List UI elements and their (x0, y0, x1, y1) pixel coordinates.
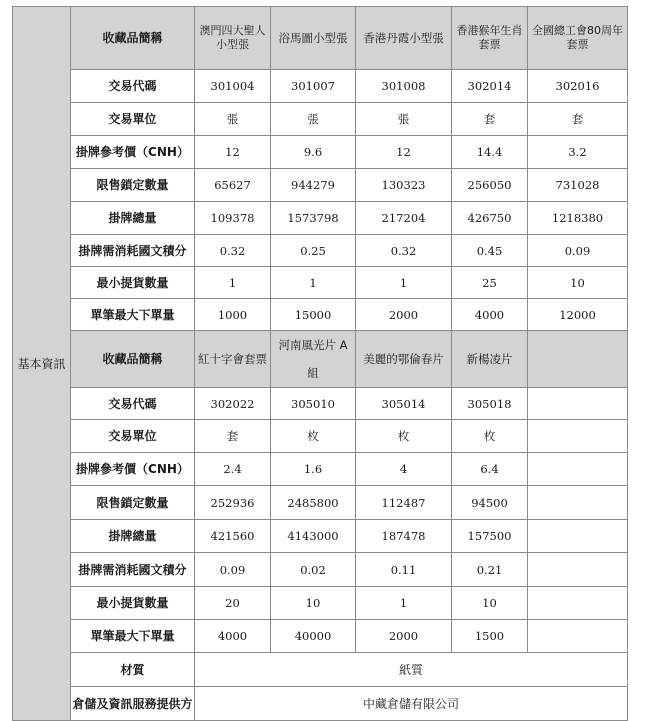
cell: 302016 (528, 70, 628, 103)
cell: 0.02 (271, 553, 356, 587)
cell: 1218380 (528, 202, 628, 235)
row-label-price: 掛牌參考價（CNH） (71, 453, 195, 486)
table-row (13, 486, 628, 520)
cell: 1 (271, 267, 356, 299)
cell: 3.2 (528, 136, 628, 169)
row-label-name: 收藏品簡稱 (71, 7, 195, 70)
cell: 0.09 (528, 235, 628, 267)
cell: 217204 (356, 202, 452, 235)
cell: 張 (271, 103, 356, 136)
item-name: 紅十字會套票 (195, 331, 271, 388)
cell: 187478 (356, 520, 452, 553)
row-label-unit: 交易單位 (71, 420, 195, 453)
table-row (13, 388, 628, 420)
cell: 65627 (195, 169, 271, 202)
row-label-locked: 限售鎖定數量 (71, 486, 195, 520)
row-label-locked: 限售鎖定數量 (71, 169, 195, 202)
cell: 枚 (271, 420, 356, 453)
cell: 0.11 (356, 553, 452, 587)
row-label-min-pickup: 最小提貨數量 (71, 267, 195, 299)
cell: 421560 (195, 520, 271, 553)
cell: 256050 (452, 169, 528, 202)
item-name: 澳門四大聖人小型張 (195, 7, 271, 70)
cell: 1500 (452, 620, 528, 653)
cell: 305010 (271, 388, 356, 420)
cell: 枚 (356, 420, 452, 453)
cell: 302022 (195, 388, 271, 420)
row-label-code: 交易代碼 (71, 388, 195, 420)
cell: 12 (195, 136, 271, 169)
cell: 426750 (452, 202, 528, 235)
material-value: 紙質 (195, 653, 628, 687)
cell: 4000 (452, 299, 528, 331)
cell: 12 (356, 136, 452, 169)
cell: 305018 (452, 388, 528, 420)
cell: 4143000 (271, 520, 356, 553)
cell: 157500 (452, 520, 528, 553)
cell: 2000 (356, 299, 452, 331)
cell (528, 486, 628, 520)
row-label-material: 材質 (71, 653, 195, 687)
table-row (13, 653, 628, 687)
collectibles-info-table (12, 6, 628, 721)
table-row (13, 169, 628, 202)
row-label-min-pickup: 最小提貨數量 (71, 587, 195, 620)
cell: 20 (195, 587, 271, 620)
item-name: 美麗的鄂倫春片 (356, 331, 452, 388)
cell: 1.6 (271, 453, 356, 486)
table-row (13, 687, 628, 721)
row-label-points: 掛牌需消耗國文積分 (71, 553, 195, 587)
cell: 1 (195, 267, 271, 299)
cell: 0.32 (195, 235, 271, 267)
cell: 2485800 (271, 486, 356, 520)
table-row (13, 453, 628, 486)
row-label-max-order: 單筆最大下單量 (71, 620, 195, 653)
row-label-total: 掛牌總量 (71, 520, 195, 553)
row-label-unit: 交易單位 (71, 103, 195, 136)
cell: 14.4 (452, 136, 528, 169)
table-row (13, 7, 628, 70)
cell: 301008 (356, 70, 452, 103)
cell: 109378 (195, 202, 271, 235)
row-label-provider: 倉儲及資訊服務提供方 (71, 687, 195, 721)
item-name: 河南風光片 A 組 (271, 331, 356, 388)
cell: 4000 (195, 620, 271, 653)
cell: 套 (195, 420, 271, 453)
row-label-points: 掛牌需消耗國文積分 (71, 235, 195, 267)
cell: 9.6 (271, 136, 356, 169)
table-row (13, 70, 628, 103)
cell: 10 (452, 587, 528, 620)
cell: 1 (356, 587, 452, 620)
cell (528, 453, 628, 486)
cell: 0.45 (452, 235, 528, 267)
table-row (13, 587, 628, 620)
cell: 0.25 (271, 235, 356, 267)
row-label-max-order: 單筆最大下單量 (71, 299, 195, 331)
cell: 112487 (356, 486, 452, 520)
cell: 40000 (271, 620, 356, 653)
cell: 套 (528, 103, 628, 136)
table-row (13, 202, 628, 235)
item-name: 香港丹霞小型張 (356, 7, 452, 70)
cell (528, 587, 628, 620)
table-row (13, 420, 628, 453)
cell: 305014 (356, 388, 452, 420)
cell: 10 (271, 587, 356, 620)
table-row (13, 331, 628, 388)
section-label: 基本資訊 (13, 7, 71, 721)
table-row (13, 620, 628, 653)
item-name (528, 331, 628, 388)
cell: 枚 (452, 420, 528, 453)
cell: 1573798 (271, 202, 356, 235)
row-label-name: 收藏品簡稱 (71, 331, 195, 388)
cell: 130323 (356, 169, 452, 202)
cell: 944279 (271, 169, 356, 202)
row-label-code: 交易代碼 (71, 70, 195, 103)
table-row (13, 520, 628, 553)
cell: 12000 (528, 299, 628, 331)
item-name: 浴馬圖小型張 (271, 7, 356, 70)
provider-value: 中藏倉儲有限公司 (195, 687, 628, 721)
cell: 張 (356, 103, 452, 136)
cell (528, 388, 628, 420)
table-row (13, 103, 628, 136)
table-row (13, 136, 628, 169)
cell: 15000 (271, 299, 356, 331)
cell: 2000 (356, 620, 452, 653)
table-row (13, 553, 628, 587)
cell: 1 (356, 267, 452, 299)
row-label-price: 掛牌參考價（CNH） (71, 136, 195, 169)
cell: 0.09 (195, 553, 271, 587)
cell: 0.21 (452, 553, 528, 587)
item-name: 香港猴年生肖套票 (452, 7, 528, 70)
cell (528, 420, 628, 453)
cell: 252936 (195, 486, 271, 520)
row-label-total: 掛牌總量 (71, 202, 195, 235)
cell: 張 (195, 103, 271, 136)
cell (528, 620, 628, 653)
table-row (13, 299, 628, 331)
cell: 0.32 (356, 235, 452, 267)
cell (528, 520, 628, 553)
cell: 10 (528, 267, 628, 299)
cell: 1000 (195, 299, 271, 331)
cell: 731028 (528, 169, 628, 202)
cell: 4 (356, 453, 452, 486)
cell: 302014 (452, 70, 528, 103)
table-row (13, 235, 628, 267)
cell: 301007 (271, 70, 356, 103)
table-row (13, 267, 628, 299)
cell: 94500 (452, 486, 528, 520)
cell: 6.4 (452, 453, 528, 486)
item-name: 全國總工會80周年套票 (528, 7, 628, 70)
cell: 301004 (195, 70, 271, 103)
cell (528, 553, 628, 587)
cell: 2.4 (195, 453, 271, 486)
item-name: 新楊凌片 (452, 331, 528, 388)
cell: 套 (452, 103, 528, 136)
cell: 25 (452, 267, 528, 299)
